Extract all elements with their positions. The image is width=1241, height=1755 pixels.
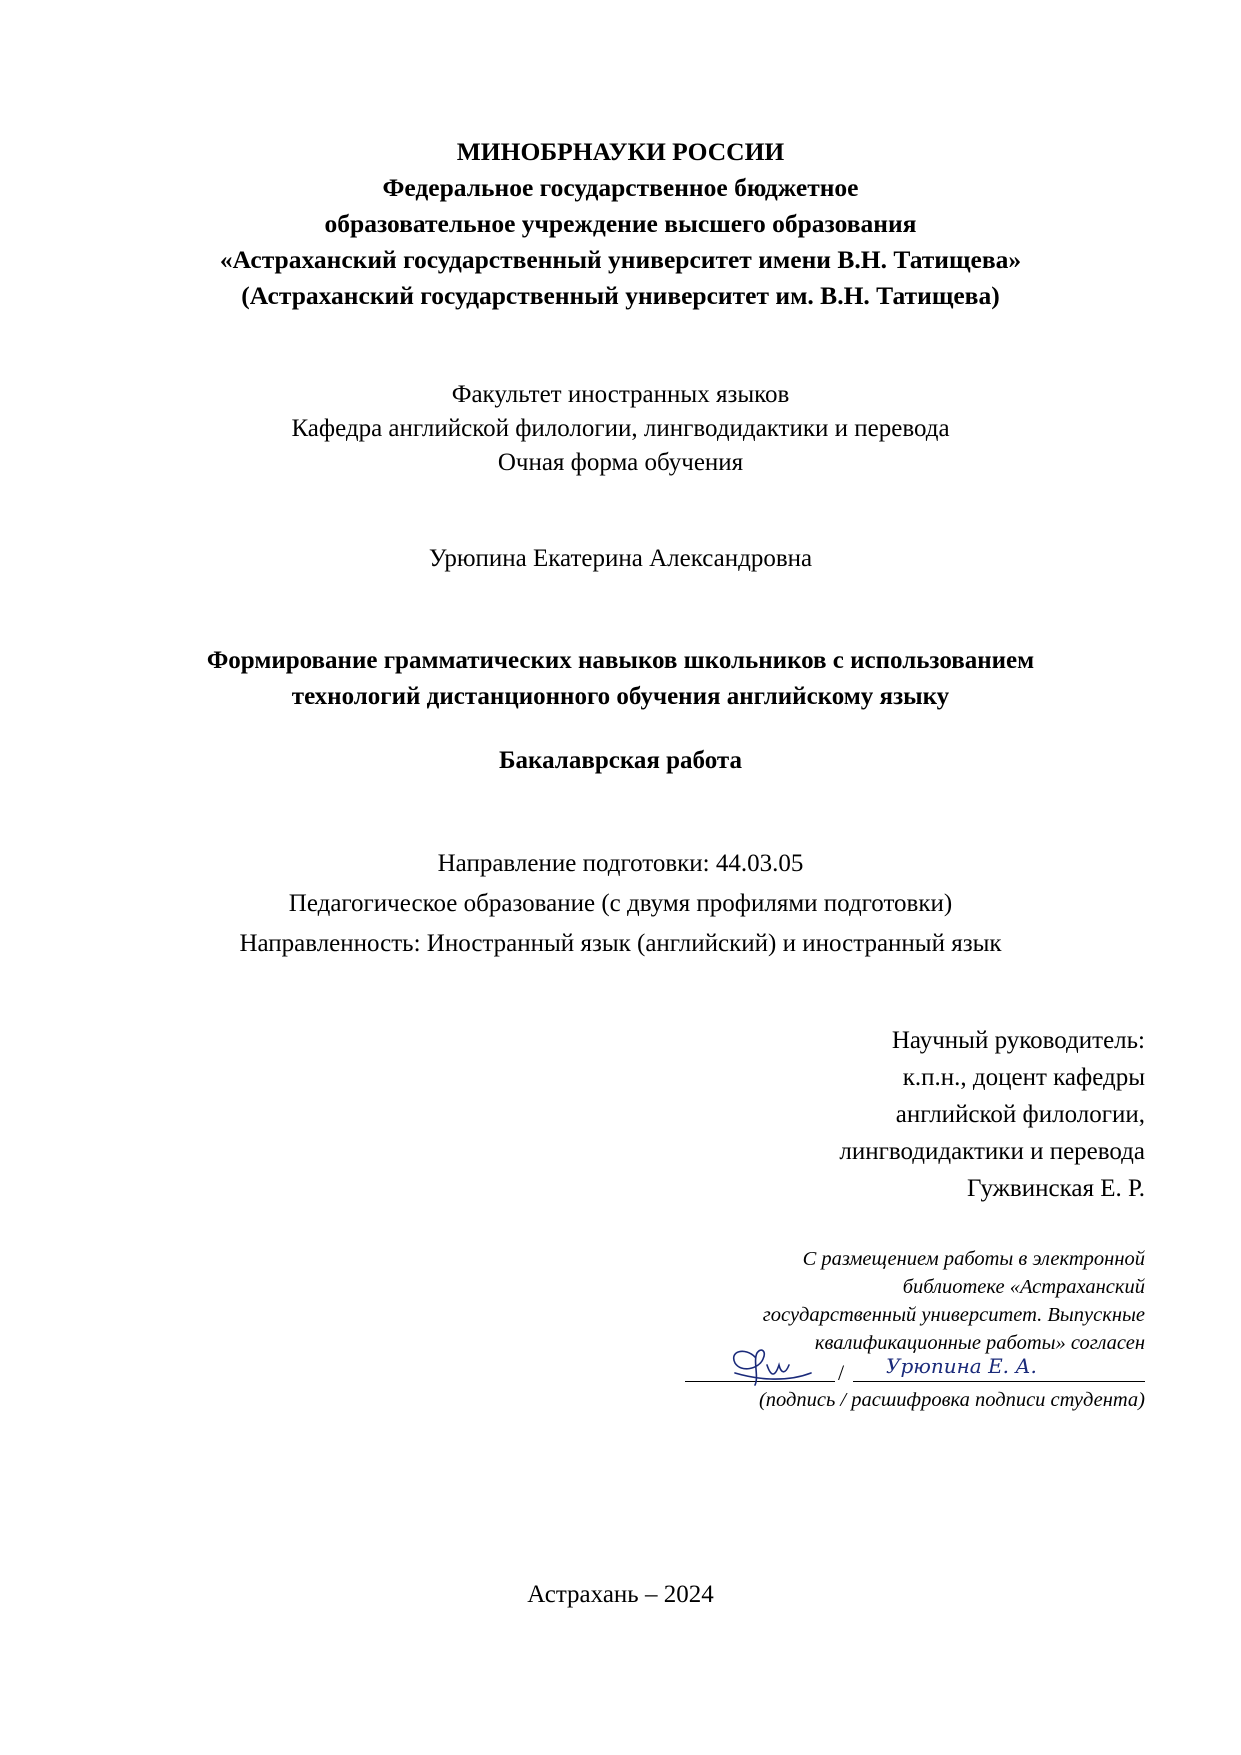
work-type-block <box>0 744 1241 778</box>
department-name: Кафедра английской филологии, лингводидактики и перевода <box>291 415 950 442</box>
signature-row <box>685 1355 1145 1385</box>
direction-code: Направление подготовки: 44.03.05 <box>437 850 804 877</box>
handwritten-name-text: Урюпина Е. А. <box>886 1354 1037 1378</box>
footer-block <box>0 1578 1241 1612</box>
supervisor-name: Гужвинская Е. Р. <box>966 1175 1145 1202</box>
faculty-block <box>0 378 1241 480</box>
thesis-title <box>0 643 1241 715</box>
handwritten-name-icon <box>880 1349 1140 1383</box>
thesis-title-line-1: Формирование грамматических навыков школьников с использованием <box>206 647 1035 674</box>
work-type: Бакалаврская работа <box>499 747 742 774</box>
thesis-title-line-2: технологий дистанционного обучения английскому языку <box>291 683 950 710</box>
author-name: Урюпина Екатерина Александровна <box>428 545 813 572</box>
signature-caption: (подпись / расшифровка подписи студента) <box>758 1389 1145 1411</box>
supervisor-dept-line-2: лингводидактики и перевода <box>839 1138 1145 1165</box>
signature-slash: / <box>838 1360 845 1385</box>
institution-header <box>0 134 1241 314</box>
university-full-name: «Астраханский государственный университет имени В.Н. Татищева» <box>219 245 1022 274</box>
direction-focus: Направленность: Иностранный язык (английский) и иностранный язык <box>239 930 1002 957</box>
supervisor-block <box>839 1022 1145 1207</box>
author-block <box>0 542 1241 576</box>
consent-line-4: квалификационные работы» согласен <box>814 1332 1145 1354</box>
direction-program: Педагогическое образование (с двумя профилями подготовки) <box>288 890 953 917</box>
institution-line-2: образовательное учреждение высшего образования <box>324 209 917 238</box>
consent-line-2: библиотеке «Астраханский <box>902 1276 1145 1298</box>
direction-block <box>0 844 1241 964</box>
city-year: Астрахань – 2024 <box>527 1581 714 1608</box>
supervisor-dept-line-1: английской филологии, <box>895 1101 1145 1128</box>
faculty-name: Факультет иностранных языков <box>451 381 790 408</box>
consent-line-3: государственный университет. Выпускные <box>762 1304 1145 1326</box>
supervisor-label: Научный руководитель: <box>891 1027 1145 1054</box>
institution-line-1: Федеральное государственное бюджетное <box>382 173 859 202</box>
consent-line-1: С размещением работы в электронной <box>802 1248 1145 1270</box>
handwritten-signature-icon <box>715 1343 825 1389</box>
study-form: Очная форма обучения <box>497 449 744 476</box>
university-short-name: (Астраханский государственный университет им. В.Н. Татищева) <box>241 281 1000 310</box>
library-consent-block <box>763 1245 1145 1357</box>
supervisor-degree: к.п.н., доцент кафедры <box>902 1064 1145 1091</box>
ministry-name: МИНОБРНАУКИ РОССИИ <box>456 137 785 166</box>
